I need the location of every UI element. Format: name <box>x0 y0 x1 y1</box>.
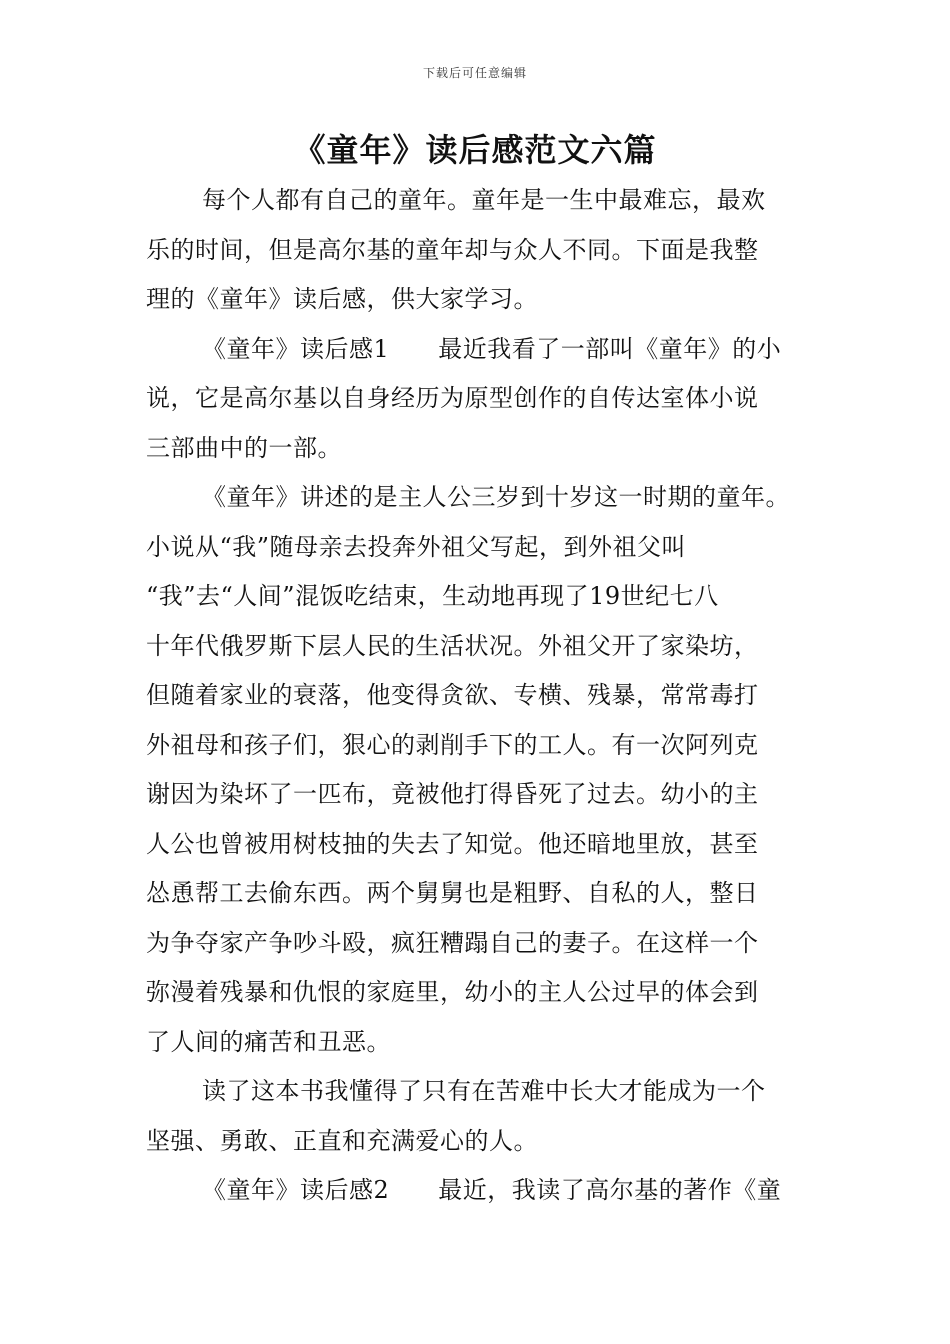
paragraph-line: 外祖母和孩子们，狠心的剥削手下的工人。有一次阿列克 <box>146 730 759 759</box>
paragraph-line: 说，它是高尔基以自身经历为原型创作的自传达室体小说 <box>146 384 759 412</box>
paragraph-line: 了人间的痛苦和丑恶。 <box>146 1027 391 1056</box>
paragraph-line: 《童年》读后感2 最近，我读了高尔基的著作《童 <box>202 1176 782 1204</box>
paragraph-line: 每个人都有自己的童年。童年是一生中最难忘，最欢 <box>202 186 766 214</box>
document-body <box>146 176 826 1216</box>
paragraph-line: “我”去“人间”混饭吃结束，生动地再现了19世纪七八 <box>146 582 719 610</box>
header-note: 下载后可任意编辑 <box>422 66 527 80</box>
paragraph-line: 《童年》讲述的是主人公三岁到十岁这一时期的童年。 <box>202 483 790 511</box>
paragraph-line: 谢因为染坏了一匹布，竟被他打得昏死了过去。幼小的主 <box>146 780 759 808</box>
paragraph-line: 理的《童年》读后感，供大家学习。 <box>146 285 538 313</box>
paragraph-line: 为争夺家产争吵斗殴，疯狂糟蹋自己的妻子。在这样一个 <box>146 928 759 957</box>
paragraph-line: 坚强、勇敢、正直和充满爱心的人。 <box>146 1126 538 1155</box>
paragraph-line: 人公也曾被用树枝抽的失去了知觉。他还暗地里放，甚至 <box>146 829 759 858</box>
paragraph-line: 怂恿帮工去偷东西。两个舅舅也是粗野、自私的人，整日 <box>146 879 759 907</box>
paragraph-line: 十年代俄罗斯下层人民的生活状况。外祖父开了家染坊， <box>146 631 759 660</box>
paragraph-line: 《童年》读后感1 最近我看了一部叫《童年》的小 <box>202 334 782 363</box>
document-title: 《童年》读后感范文六篇 <box>293 131 657 169</box>
paragraph-line: 但随着家业的衰落，他变得贪欲、专横、残暴，常常毒打 <box>146 681 759 709</box>
paragraph-line: 小说从“我”随母亲去投奔外祖父写起，到外祖父叫 <box>146 532 687 561</box>
paragraph-line: 乐的时间，但是高尔基的童年却与众人不同。下面是我整 <box>146 235 759 264</box>
paragraph-line: 弥漫着残暴和仇恨的家庭里，幼小的主人公过早的体会到 <box>146 978 759 1006</box>
paragraph-line: 读了这本书我懂得了只有在苦难中长大才能成为一个 <box>202 1077 766 1105</box>
paragraph-line: 三部曲中的一部。 <box>146 433 342 462</box>
